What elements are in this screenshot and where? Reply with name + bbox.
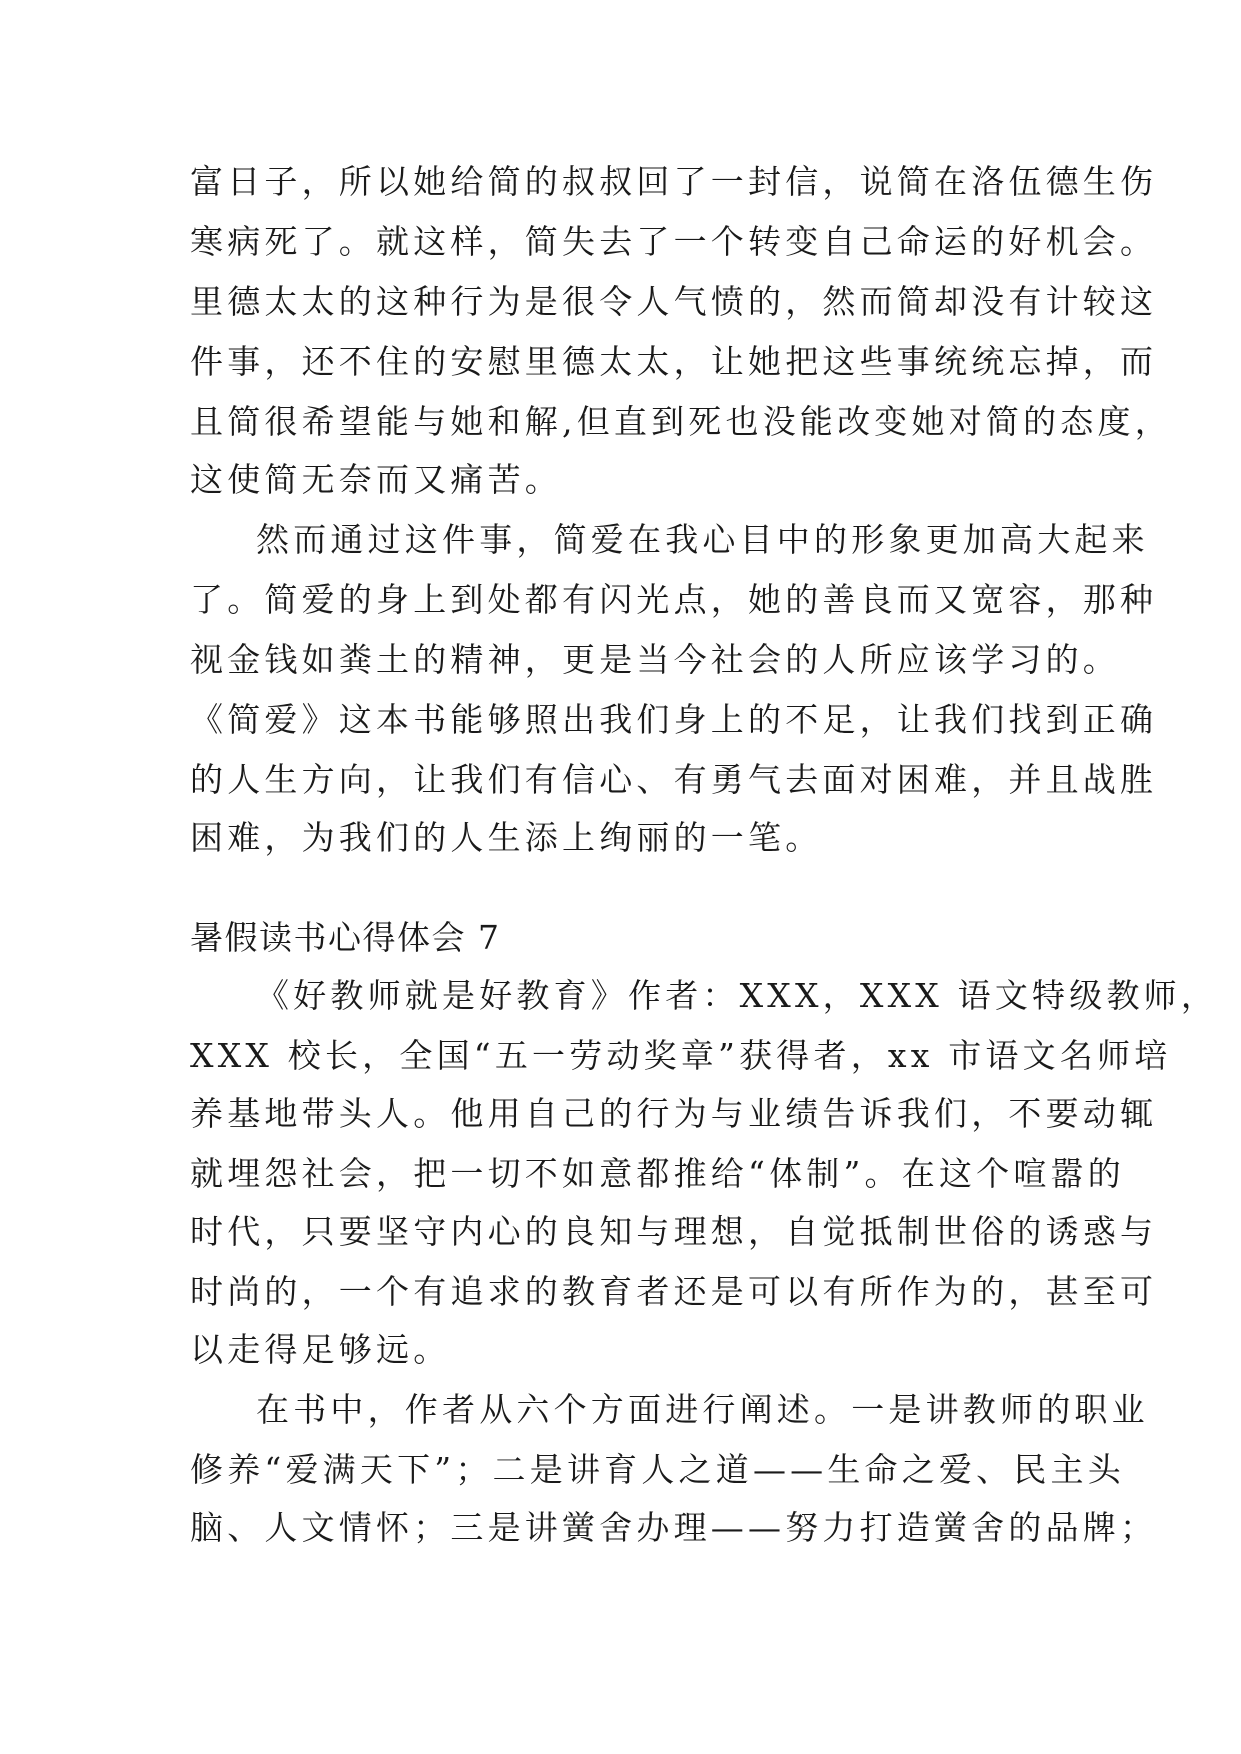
text-line: 养基地带头人。他用自己的行为与业绩告诉我们，不要动辄: [190, 1094, 1158, 1133]
text-line: 时尚的，一个有追求的教育者还是可以有所作为的，甚至可: [190, 1272, 1158, 1311]
text-line: 视金钱如粪土的精神，更是当今社会的人所应该学习的。: [190, 640, 1120, 679]
text-line: 里德太太的这种行为是很令人气愤的，然而简却没有计较这: [190, 282, 1158, 321]
text-line: 的人生方向，让我们有信心、有勇气去面对困难，并且战胜: [190, 760, 1158, 799]
text-line: 困难，为我们的人生添上绚丽的一笔。: [190, 818, 823, 857]
text-line: XXX 校长，全国“五一劳动奖章”获得者，xx 市语文名师培: [190, 1036, 1172, 1075]
text-line: 就埋怨社会，把一切不如意都推给“体制”。在这个喧嚣的: [190, 1154, 1125, 1193]
text-line: 修养“爱满天下”；二是讲育人之道——生命之爱、民主头: [190, 1450, 1125, 1489]
text-line: 时代，只要坚守内心的良知与理想，自觉抵制世俗的诱惑与: [190, 1212, 1158, 1251]
text-line: 这使简无奈而又痛苦。: [190, 460, 562, 499]
text-line: 脑、人文情怀；三是讲黉舍办理——努力打造黉舍的品牌；: [190, 1508, 1158, 1547]
text-line: 了。简爱的身上到处都有闪光点，她的善良而又宽容，那种: [190, 580, 1158, 619]
text-line: 件事，还不住的安慰里德太太，让她把这些事统统忘掉，而: [190, 342, 1158, 381]
section-heading: 暑假读书心得体会 7: [190, 918, 501, 957]
text-line: 且简很希望能与她和解,但直到死也没能改变她对简的态度，: [190, 402, 1172, 441]
paragraph-first-line: 《好教师就是好教育》作者：XXX，XXX 语文特级教师，: [256, 976, 1219, 1015]
paragraph-first-line: 在书中，作者从六个方面进行阐述。一是讲教师的职业: [256, 1390, 1149, 1429]
text-line: 富日子，所以她给简的叔叔回了一封信，说简在洛伍德生伤: [190, 162, 1158, 201]
text-line: 寒病死了。就这样，简失去了一个转变自己命运的好机会。: [190, 222, 1158, 261]
text-line: 《简爱》这本书能够照出我们身上的不足，让我们找到正确: [190, 700, 1158, 739]
paragraph-first-line: 然而通过这件事，简爱在我心目中的形象更加高大起来: [256, 520, 1149, 559]
text-line: 以走得足够远。: [190, 1330, 451, 1369]
